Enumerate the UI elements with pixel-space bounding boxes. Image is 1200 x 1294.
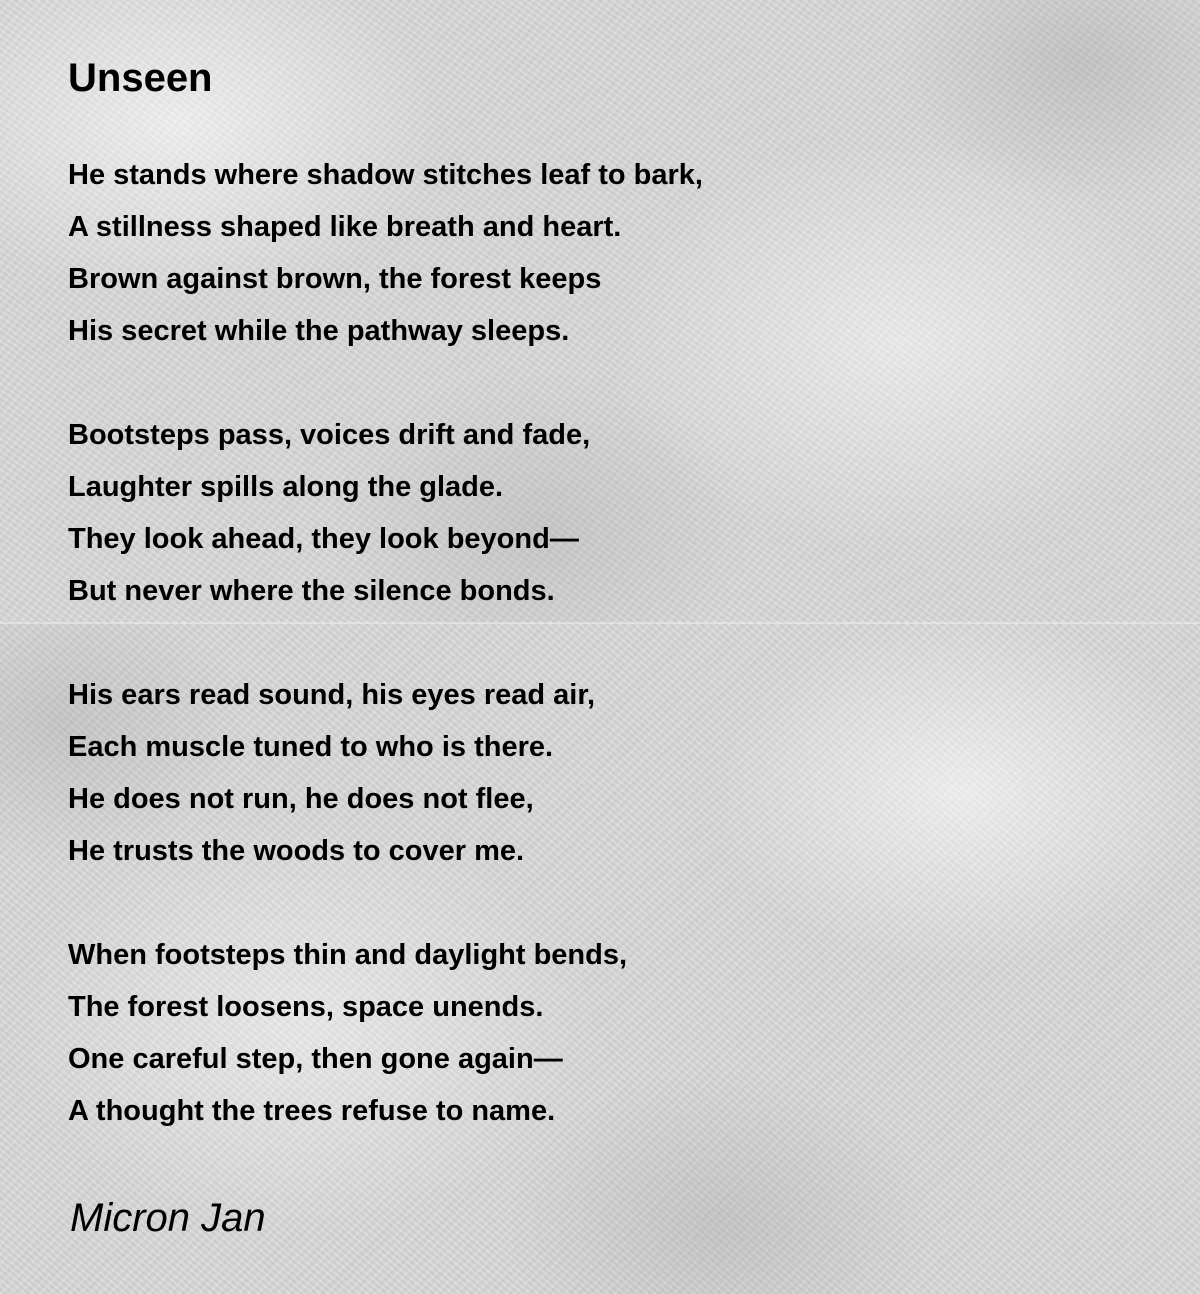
poem-line: He trusts the woods to cover me. — [68, 835, 525, 867]
background-seam — [0, 622, 1200, 624]
stanza-3 — [68, 669, 595, 877]
poem-line: He does not run, he does not flee, — [68, 783, 534, 815]
stanza-1 — [68, 149, 703, 357]
poem-line: One careful step, then gone again— — [68, 1043, 563, 1075]
poem-line: A thought the trees refuse to name. — [68, 1095, 556, 1127]
stanza-4 — [68, 929, 627, 1137]
poem-line: His secret while the pathway sleeps. — [68, 315, 570, 347]
poem-line: Each muscle tuned to who is there. — [68, 731, 554, 763]
poem-line: Brown against brown, the forest keeps — [68, 263, 602, 295]
poem-title: Unseen — [68, 56, 213, 100]
poem-line: He stands where shadow stitches leaf to bark, — [68, 159, 703, 191]
poem-line: Bootsteps pass, voices drift and fade, — [68, 419, 591, 451]
poem-line: A stillness shaped like breath and heart. — [68, 211, 622, 243]
poem-line: But never where the silence bonds. — [68, 575, 555, 607]
stanza-2 — [68, 409, 590, 617]
poem-line: When footsteps thin and daylight bends, — [68, 939, 628, 971]
poem-line: Laughter spills along the glade. — [68, 471, 504, 503]
poem-line: They look ahead, they look beyond— — [68, 523, 579, 555]
poem-line: His ears read sound, his eyes read air, — [68, 679, 596, 711]
poem-line: The forest loosens, space unends. — [68, 991, 544, 1023]
poem-author: Micron Jan — [70, 1196, 266, 1240]
